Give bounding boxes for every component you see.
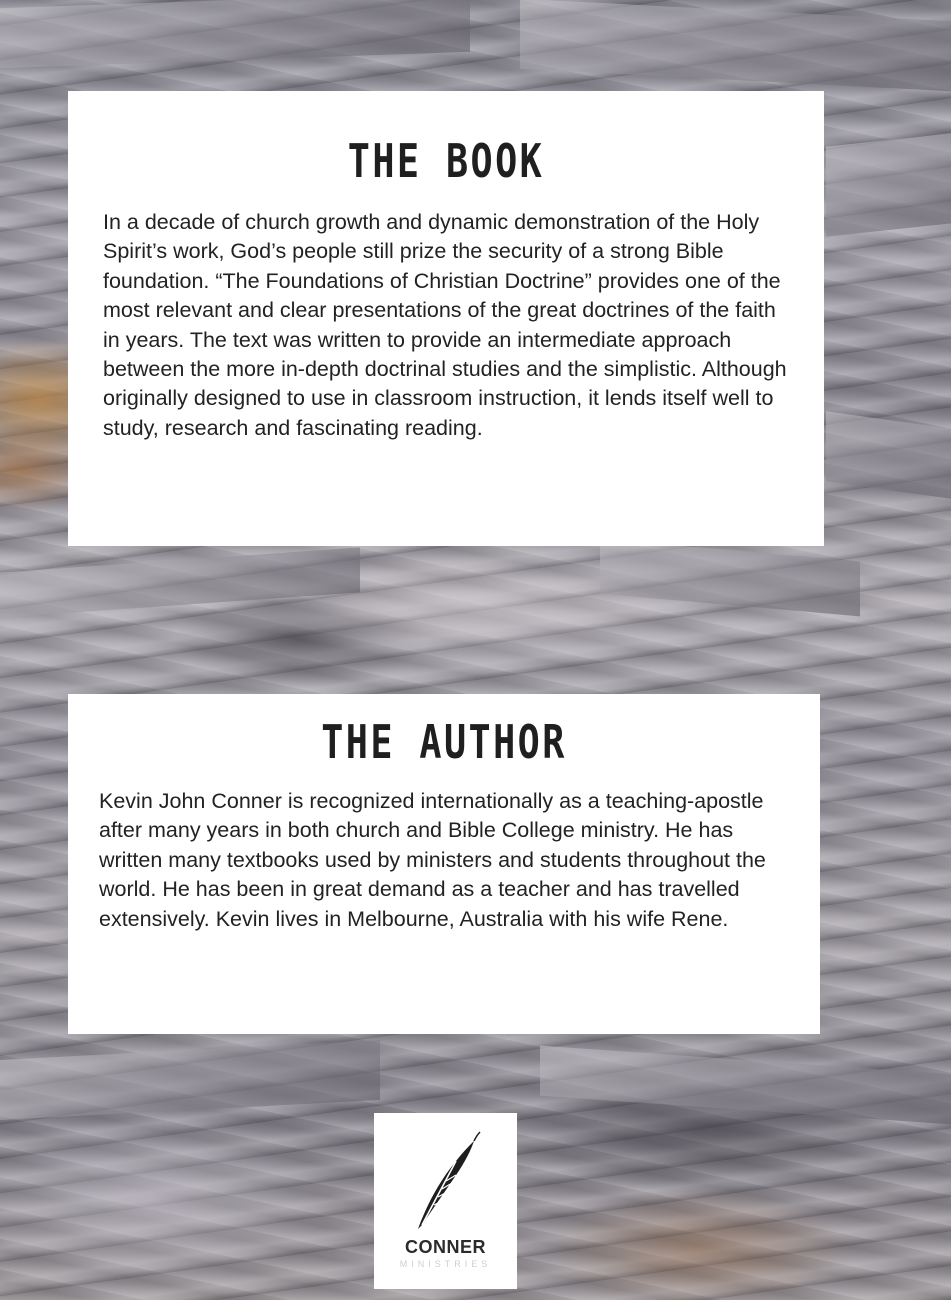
author-bio: Kevin John Conner is recognized internationally as a teaching-apostle after many years in both church and Bible College ministry. He has written many textbooks used by ministers and students throughout the world. He has been in great demand as a teacher and has travelled extensively. Kevin lives in Melbourne, Australia with his wife Rene. <box>99 789 766 931</box>
rock-texture <box>520 0 951 91</box>
quill-feather-icon <box>412 1131 482 1231</box>
rock-texture <box>0 0 470 68</box>
rock-texture <box>826 133 951 236</box>
publisher-name: CONNER <box>404 1237 486 1257</box>
rock-texture <box>826 411 951 499</box>
book-heading: THE BOOK <box>347 134 545 188</box>
book-description: In a decade of church growth and dynamic demonstration of the Holy Spirit’s work, God’s people still prize the security of a strong Bible foundation. “The Foundations of Christian Doctrine” provides one of the most relevant and clear presentations of the great doctrines of the faith in years. The text was written to provide an intermediate approach between the more in-depth doctrinal studies and the simplistic. Although originally designed to use in classroom instruction, it lends itself well to study, research and fascinating reading. <box>103 210 787 440</box>
rock-texture <box>600 539 860 617</box>
rock-texture <box>0 1040 380 1120</box>
rock-texture <box>540 1046 951 1125</box>
publisher-logo <box>374 1113 517 1289</box>
author-heading: THE AUTHOR <box>321 715 567 769</box>
rock-texture <box>0 547 360 617</box>
author-section <box>68 694 820 1034</box>
book-section <box>68 91 824 546</box>
publisher-subtitle: MINISTRIES <box>399 1259 492 1269</box>
